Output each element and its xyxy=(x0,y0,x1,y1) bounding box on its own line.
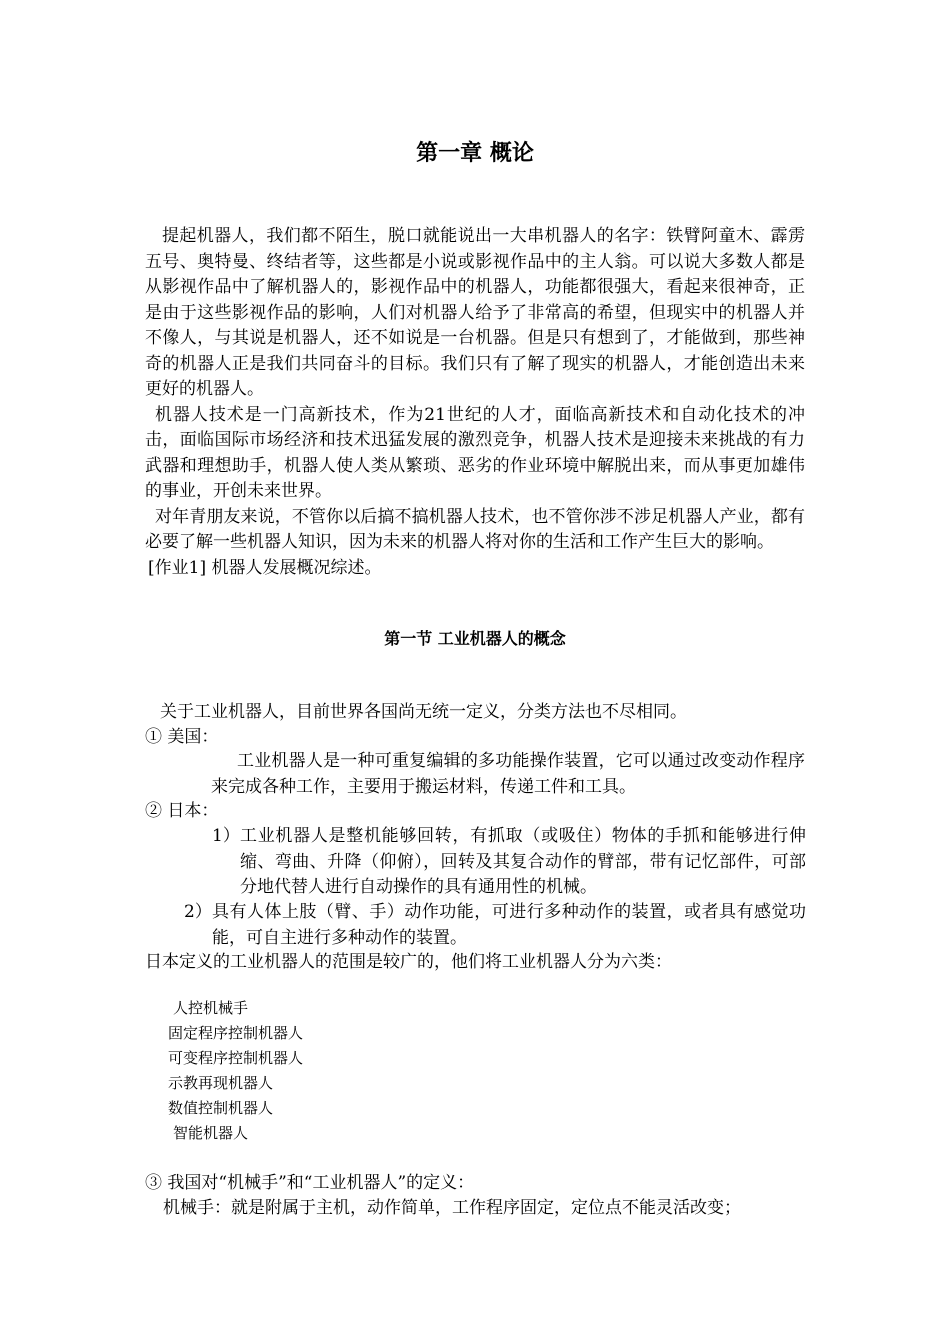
japan-def2-number: 2） xyxy=(184,902,212,922)
list-item: 人控机械手 xyxy=(173,999,249,1017)
japan-definition-1: 工业机器人是整机能够回转，有抓取（或吸住）物体的手抓和能够进行伸缩、弯曲、升降（仰俯），回转及其复合动作的臂部，带有记忆部件，可部分地代替人进行自动操作的具有通用性的机械。 xyxy=(240,826,806,897)
homework-line: [作业1] 机器人发展概况综述。 xyxy=(148,557,382,578)
usa-definition: 工业机器人是一种可重复编辑的多功能操作装置，它可以通过改变动作程序来完成各种工作，主要用于搬运材料，传递工件和工具。 xyxy=(211,751,805,797)
japan-label: ② 日本： xyxy=(145,801,219,821)
section-intro: 关于工业机器人，目前世界各国尚无统一定义，分类方法也不尽相同。 xyxy=(160,702,687,722)
list-item: 固定程序控制机器人 xyxy=(168,1024,304,1042)
intro-paragraph-2: 机器人技术是一门高新技术，作为21世纪的人才，面临高新技术和自动化技术的冲击，面临国际市场经济和技术迅猛发展的激烈竞争，机器人技术是迎接未来挑战的有力武器和理想助手，机器人使人类从繁琐、恶劣的作业环境中解脱出来，而从事更加雄伟的事业，开创未来世界。 xyxy=(145,404,805,501)
intro-text xyxy=(145,224,805,581)
japan-summary: 日本定义的工业机器人的范围是较广的，他们将工业机器人分为六类： xyxy=(145,952,672,972)
list-item: 示教再现机器人 xyxy=(168,1074,274,1092)
usa-label: ① 美国： xyxy=(145,727,219,747)
intro-paragraph-1: 提起机器人，我们都不陌生，脱口就能说出一大串机器人的名字：铁臂阿童木、霹雳五号、奥特曼、终结者等，这些都是小说或影视作品中的主人翁。可以说大多数人都是从影视作品中了解机器人的，影视作品中的机器人，功能都很强大，看起来很神奇，正是由于这些影视作品的影响，人们对机器人给予了非常高的希望，但现实中的机器人并不像人，与其说是机器人，还不如说是一台机器。但是只有想到了，才能做到，那些神奇的机器人正是我们共同奋斗的目标。我们只有了解了现实的机器人，才能创造出未来更好的机器人。 xyxy=(145,226,805,399)
japan-definition-2: 具有人体上肢（臂、手）动作功能，可进行多种动作的装置，或者具有感觉功能，可自主进行多种动作的装置。 xyxy=(212,902,806,948)
list-item: 智能机器人 xyxy=(173,1124,249,1142)
china-label: ③ 我国对“机械手”和“工业机器人”的定义： xyxy=(145,1173,475,1193)
section-title: 第一节 工业机器人的概念 xyxy=(384,629,566,648)
manipulator-definition: 机械手：就是附属于主机，动作简单，工作程序固定，定位点不能灵活改变； xyxy=(163,1198,741,1218)
japan-def1-number: 1） xyxy=(212,826,240,846)
list-item: 可变程序控制机器人 xyxy=(168,1049,304,1067)
list-item: 数值控制机器人 xyxy=(168,1099,274,1117)
chapter-title: 第一章 概论 xyxy=(416,141,534,166)
japan-category-list xyxy=(168,996,303,1146)
intro-paragraph-3: 对年青朋友来说，不管你以后搞不搞机器人技术，也不管你涉不涉足机器人产业，都有必要了解一些机器人知识，因为未来的机器人将对你的生活和工作产生巨大的影响。 xyxy=(145,506,805,552)
